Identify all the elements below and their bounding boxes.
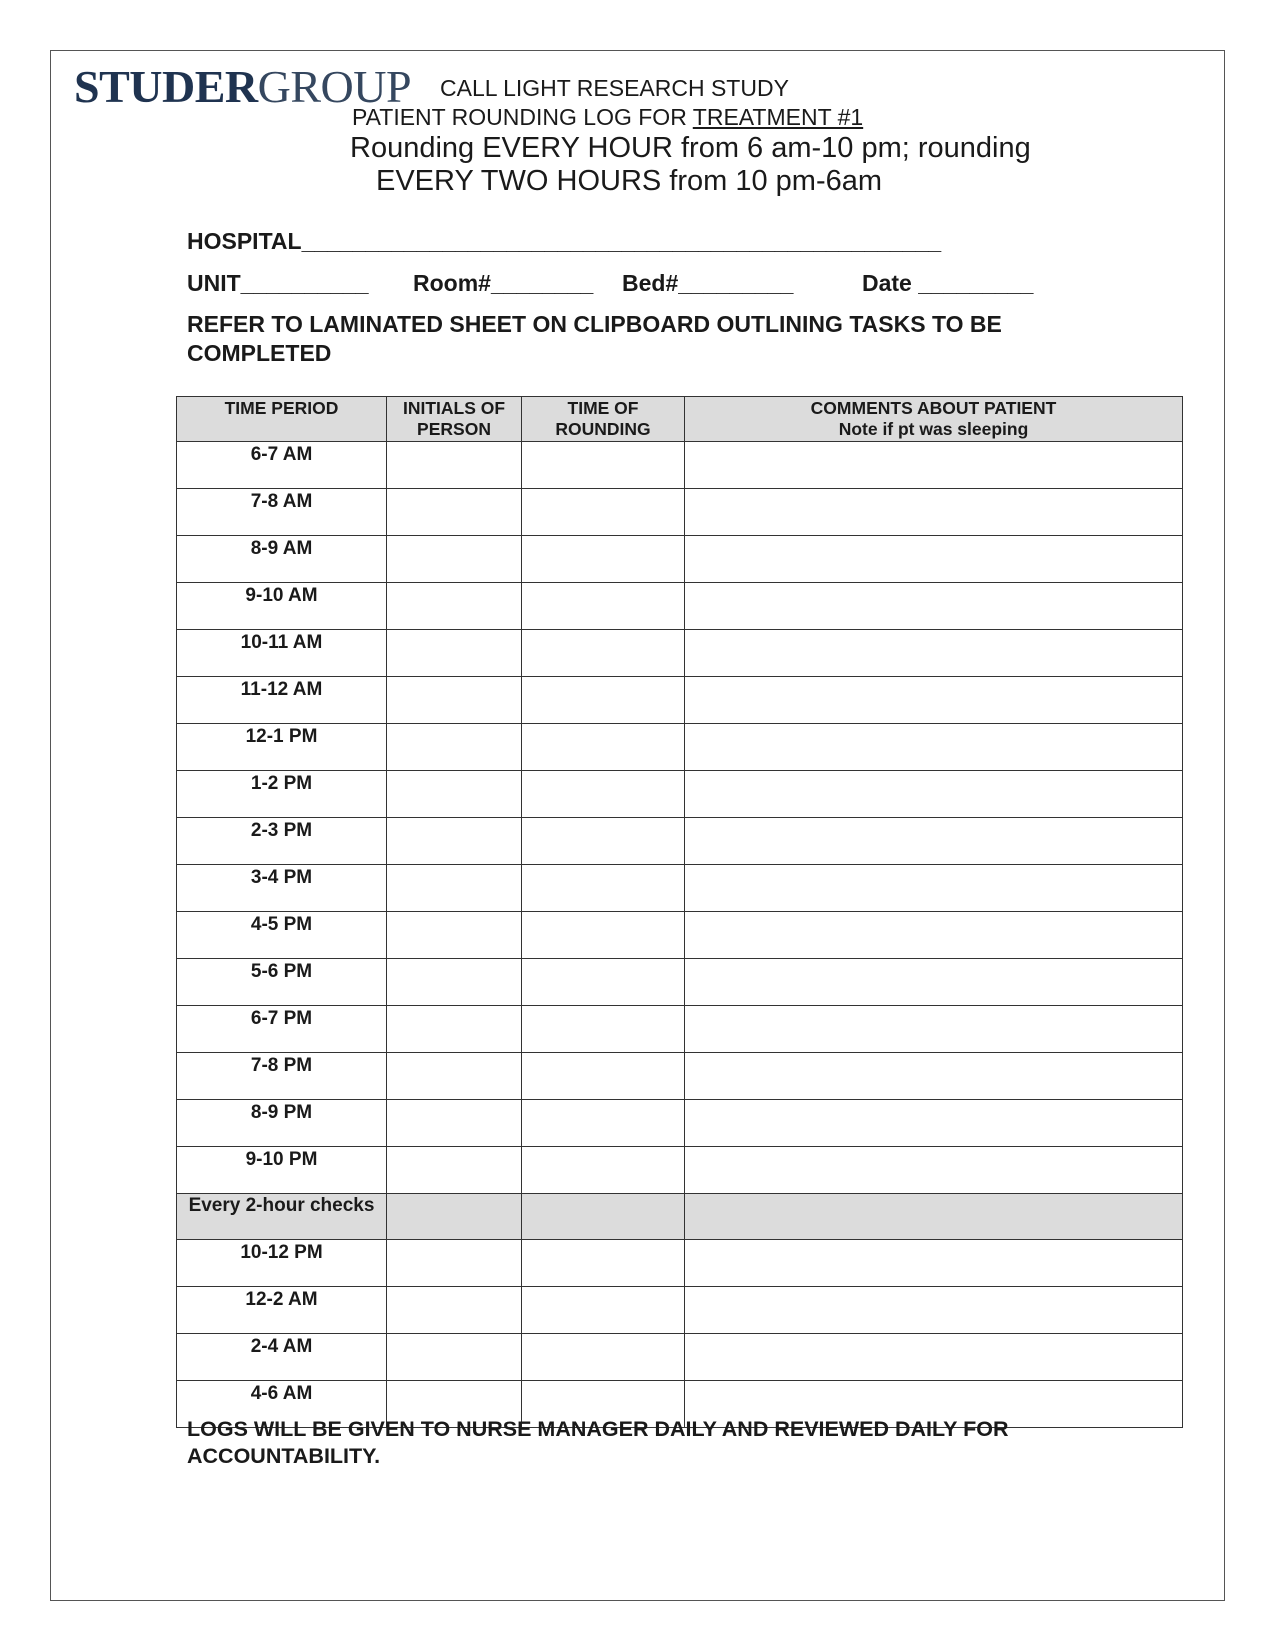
initials-cell[interactable] [387,1053,522,1100]
time-period-cell: 2-4 AM [177,1334,387,1381]
table-row [177,536,1183,583]
initials-cell[interactable] [387,818,522,865]
comments-cell[interactable] [685,959,1183,1006]
time-period-cell: 9-10 AM [177,583,387,630]
rounding-schedule-line-1: Rounding EVERY HOUR from 6 am-10 pm; rounding [350,132,1031,164]
time-of-rounding-cell[interactable] [522,536,685,583]
time-of-rounding-cell[interactable] [522,912,685,959]
comments-cell[interactable] [685,1334,1183,1381]
comments-cell[interactable] [685,1006,1183,1053]
header-comments-line-1: COMMENTS ABOUT PATIENT [810,398,1057,418]
header-time-of-rounding [522,397,685,442]
initials-cell[interactable] [387,959,522,1006]
time-period-cell: 8-9 AM [177,536,387,583]
table-row [177,677,1183,724]
comments-cell[interactable] [685,912,1183,959]
comments-cell[interactable] [685,1100,1183,1147]
time-of-rounding-cell[interactable] [522,865,685,912]
time-period-cell: 10-11 AM [177,630,387,677]
time-period-cell: Every 2-hour checks [177,1194,387,1240]
rounding-log-table [176,396,1183,1428]
time-period-cell: 3-4 PM [177,865,387,912]
time-of-rounding-cell[interactable] [522,677,685,724]
table-row [177,1006,1183,1053]
time-period-cell: 11-12 AM [177,677,387,724]
initials-cell[interactable] [387,771,522,818]
comments-cell[interactable] [685,442,1183,489]
time-of-rounding-cell[interactable] [522,959,685,1006]
time-of-rounding-cell[interactable] [522,1006,685,1053]
initials-cell[interactable] [387,1240,522,1287]
table-row [177,959,1183,1006]
table-row [177,771,1183,818]
table-row [177,1194,1183,1240]
header-initials [387,397,522,442]
time-period-cell: 1-2 PM [177,771,387,818]
table-body [177,442,1183,1428]
header-comments-line-2: Note if pt was sleeping [838,419,1029,439]
initials-cell[interactable] [387,677,522,724]
comments-cell[interactable] [685,818,1183,865]
time-period-cell: 7-8 AM [177,489,387,536]
header-comments [685,397,1183,442]
initials-cell[interactable] [387,912,522,959]
comments-cell[interactable] [685,1287,1183,1334]
header-initials-line-2: PERSON [417,419,491,439]
logo-part-1: STUDER [74,61,258,112]
log-title [352,104,863,131]
time-period-cell: 4-5 PM [177,912,387,959]
header-time-line-2: ROUNDING [555,419,651,439]
time-period-cell: 4-6 AM [177,1381,387,1428]
comments-cell[interactable] [685,583,1183,630]
initials-cell[interactable] [387,583,522,630]
initials-cell[interactable] [387,1006,522,1053]
time-of-rounding-cell[interactable] [522,583,685,630]
comments-cell[interactable] [685,1240,1183,1287]
hospital-field[interactable]: HOSPITAL__________________________________________________ [187,228,942,254]
time-period-cell: 12-2 AM [177,1287,387,1334]
time-period-cell: 7-8 PM [177,1053,387,1100]
comments-cell[interactable] [685,630,1183,677]
log-title-prefix: PATIENT ROUNDING LOG FOR [352,104,693,130]
bed-field[interactable]: Bed#_________ [622,270,794,296]
time-of-rounding-cell[interactable] [522,1194,685,1240]
room-field[interactable]: Room#________ [413,270,594,296]
time-period-cell: 12-1 PM [177,724,387,771]
table-row [177,1100,1183,1147]
table-row [177,1147,1183,1194]
footer-note: LOGS WILL BE GIVEN TO NURSE MANAGER DAILY AND REVIEWED DAILY FOR ACCOUNTABILITY. [187,1417,1009,1468]
time-of-rounding-cell[interactable] [522,1334,685,1381]
rounding-schedule-line-2: EVERY TWO HOURS from 10 pm-6am [376,165,883,197]
time-of-rounding-cell[interactable] [522,818,685,865]
initials-cell[interactable] [387,1334,522,1381]
comments-cell[interactable] [685,1147,1183,1194]
table-row [177,442,1183,489]
initials-cell[interactable] [387,1287,522,1334]
table-row [177,1287,1183,1334]
initials-cell[interactable] [387,724,522,771]
comments-cell[interactable] [685,771,1183,818]
time-period-cell: 10-12 PM [177,1240,387,1287]
table-row [177,865,1183,912]
initials-cell[interactable] [387,1100,522,1147]
table-header-row [177,397,1183,442]
initials-cell[interactable] [387,630,522,677]
time-of-rounding-cell[interactable] [522,1053,685,1100]
study-title: CALL LIGHT RESEARCH STUDY [440,75,789,101]
time-of-rounding-cell[interactable] [522,442,685,489]
header-time-period-label: TIME PERIOD [224,398,339,418]
time-period-cell: 2-3 PM [177,818,387,865]
table-row [177,1053,1183,1100]
time-of-rounding-cell[interactable] [522,724,685,771]
comments-cell[interactable] [685,724,1183,771]
time-of-rounding-cell[interactable] [522,1287,685,1334]
comments-cell[interactable] [685,536,1183,583]
time-of-rounding-cell[interactable] [522,771,685,818]
time-of-rounding-cell[interactable] [522,1100,685,1147]
table-row [177,724,1183,771]
header-time-line-1: TIME OF [567,398,639,418]
initials-cell[interactable] [387,1194,522,1240]
comments-cell[interactable] [685,865,1183,912]
time-of-rounding-cell[interactable] [522,1240,685,1287]
header-time-period [177,397,387,442]
header-initials-line-1: INITIALS OF [402,398,506,418]
comments-cell[interactable] [685,489,1183,536]
comments-cell[interactable] [685,1053,1183,1100]
initials-cell[interactable] [387,489,522,536]
initials-cell[interactable] [387,865,522,912]
initials-cell[interactable] [387,536,522,583]
comments-cell[interactable] [685,677,1183,724]
table-row [177,818,1183,865]
table-row [177,489,1183,536]
table-row [177,630,1183,677]
time-of-rounding-cell[interactable] [522,1147,685,1194]
time-of-rounding-cell[interactable] [522,630,685,677]
time-period-cell: 6-7 PM [177,1006,387,1053]
instruction-text: REFER TO LAMINATED SHEET ON CLIPBOARD OUTLINING TASKS TO BE COMPLETED [187,311,1002,366]
time-of-rounding-cell[interactable] [522,489,685,536]
time-period-cell: 8-9 PM [177,1100,387,1147]
time-period-cell: 6-7 AM [177,442,387,489]
date-field[interactable]: Date _________ [862,270,1034,296]
comments-cell[interactable] [685,1194,1183,1240]
treatment-label: TREATMENT #1 [692,104,864,130]
unit-field[interactable]: UNIT__________ [187,270,369,296]
time-period-cell: 9-10 PM [177,1147,387,1194]
initials-cell[interactable] [387,1147,522,1194]
table-row [177,583,1183,630]
logo-part-2: GROUP [257,61,412,112]
initials-cell[interactable] [387,442,522,489]
table-row [177,1334,1183,1381]
table-row [177,912,1183,959]
table-row [177,1240,1183,1287]
time-period-cell: 5-6 PM [177,959,387,1006]
